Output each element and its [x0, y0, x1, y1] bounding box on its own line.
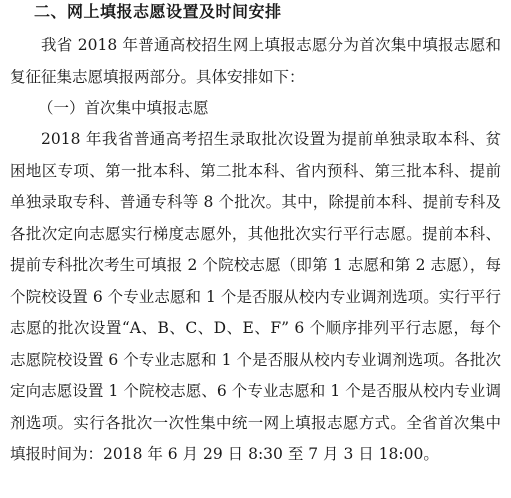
intro-paragraph: 我省 2018 年普通高校招生网上填报志愿分为首次集中填报志愿和复征征集志愿填报两部分。具体安排如下： [10, 36, 501, 86]
main-paragraph: 2018 年我省普通高考招生录取批次设置为提前单独录取本科、贫困地区专项、第一批本科、第二批本科、省内预科、第三批本科、提前单独录取专科、普通专科等 8 个批次。其中，除提前本科、提前专科及各批次定向志愿实行梯度志愿外，其他批次实行平行志愿。提前本科、提前专科批次考生可填报 2 个院校志愿（即第 1 志愿和第 2 志愿），每个院校设置 6 个专业志愿和 1 个是否服从校内专业调剂选项。实行平行志愿的批次设置“A、B、C、D、E、F” 6 个顺序排列平行志愿，每个志愿院校设置 6 个专业志愿和 1 个是否服从校内专业调剂选项。各批次定向志愿设置 1 个院校志愿、6 个专业志愿和 1 个是否服从校内专业调剂选项。实行各批次一次性集中统一网上填报志愿方式。全省首次集中填报时间为：2018 年 6 月 29 日 8:30 至 7 月 3 日 18:00。 [10, 130, 501, 463]
section-heading: 二、网上填报志愿设置及时间安排 [34, 2, 282, 21]
subsection-heading: （一）首次集中填报志愿 [38, 99, 209, 117]
